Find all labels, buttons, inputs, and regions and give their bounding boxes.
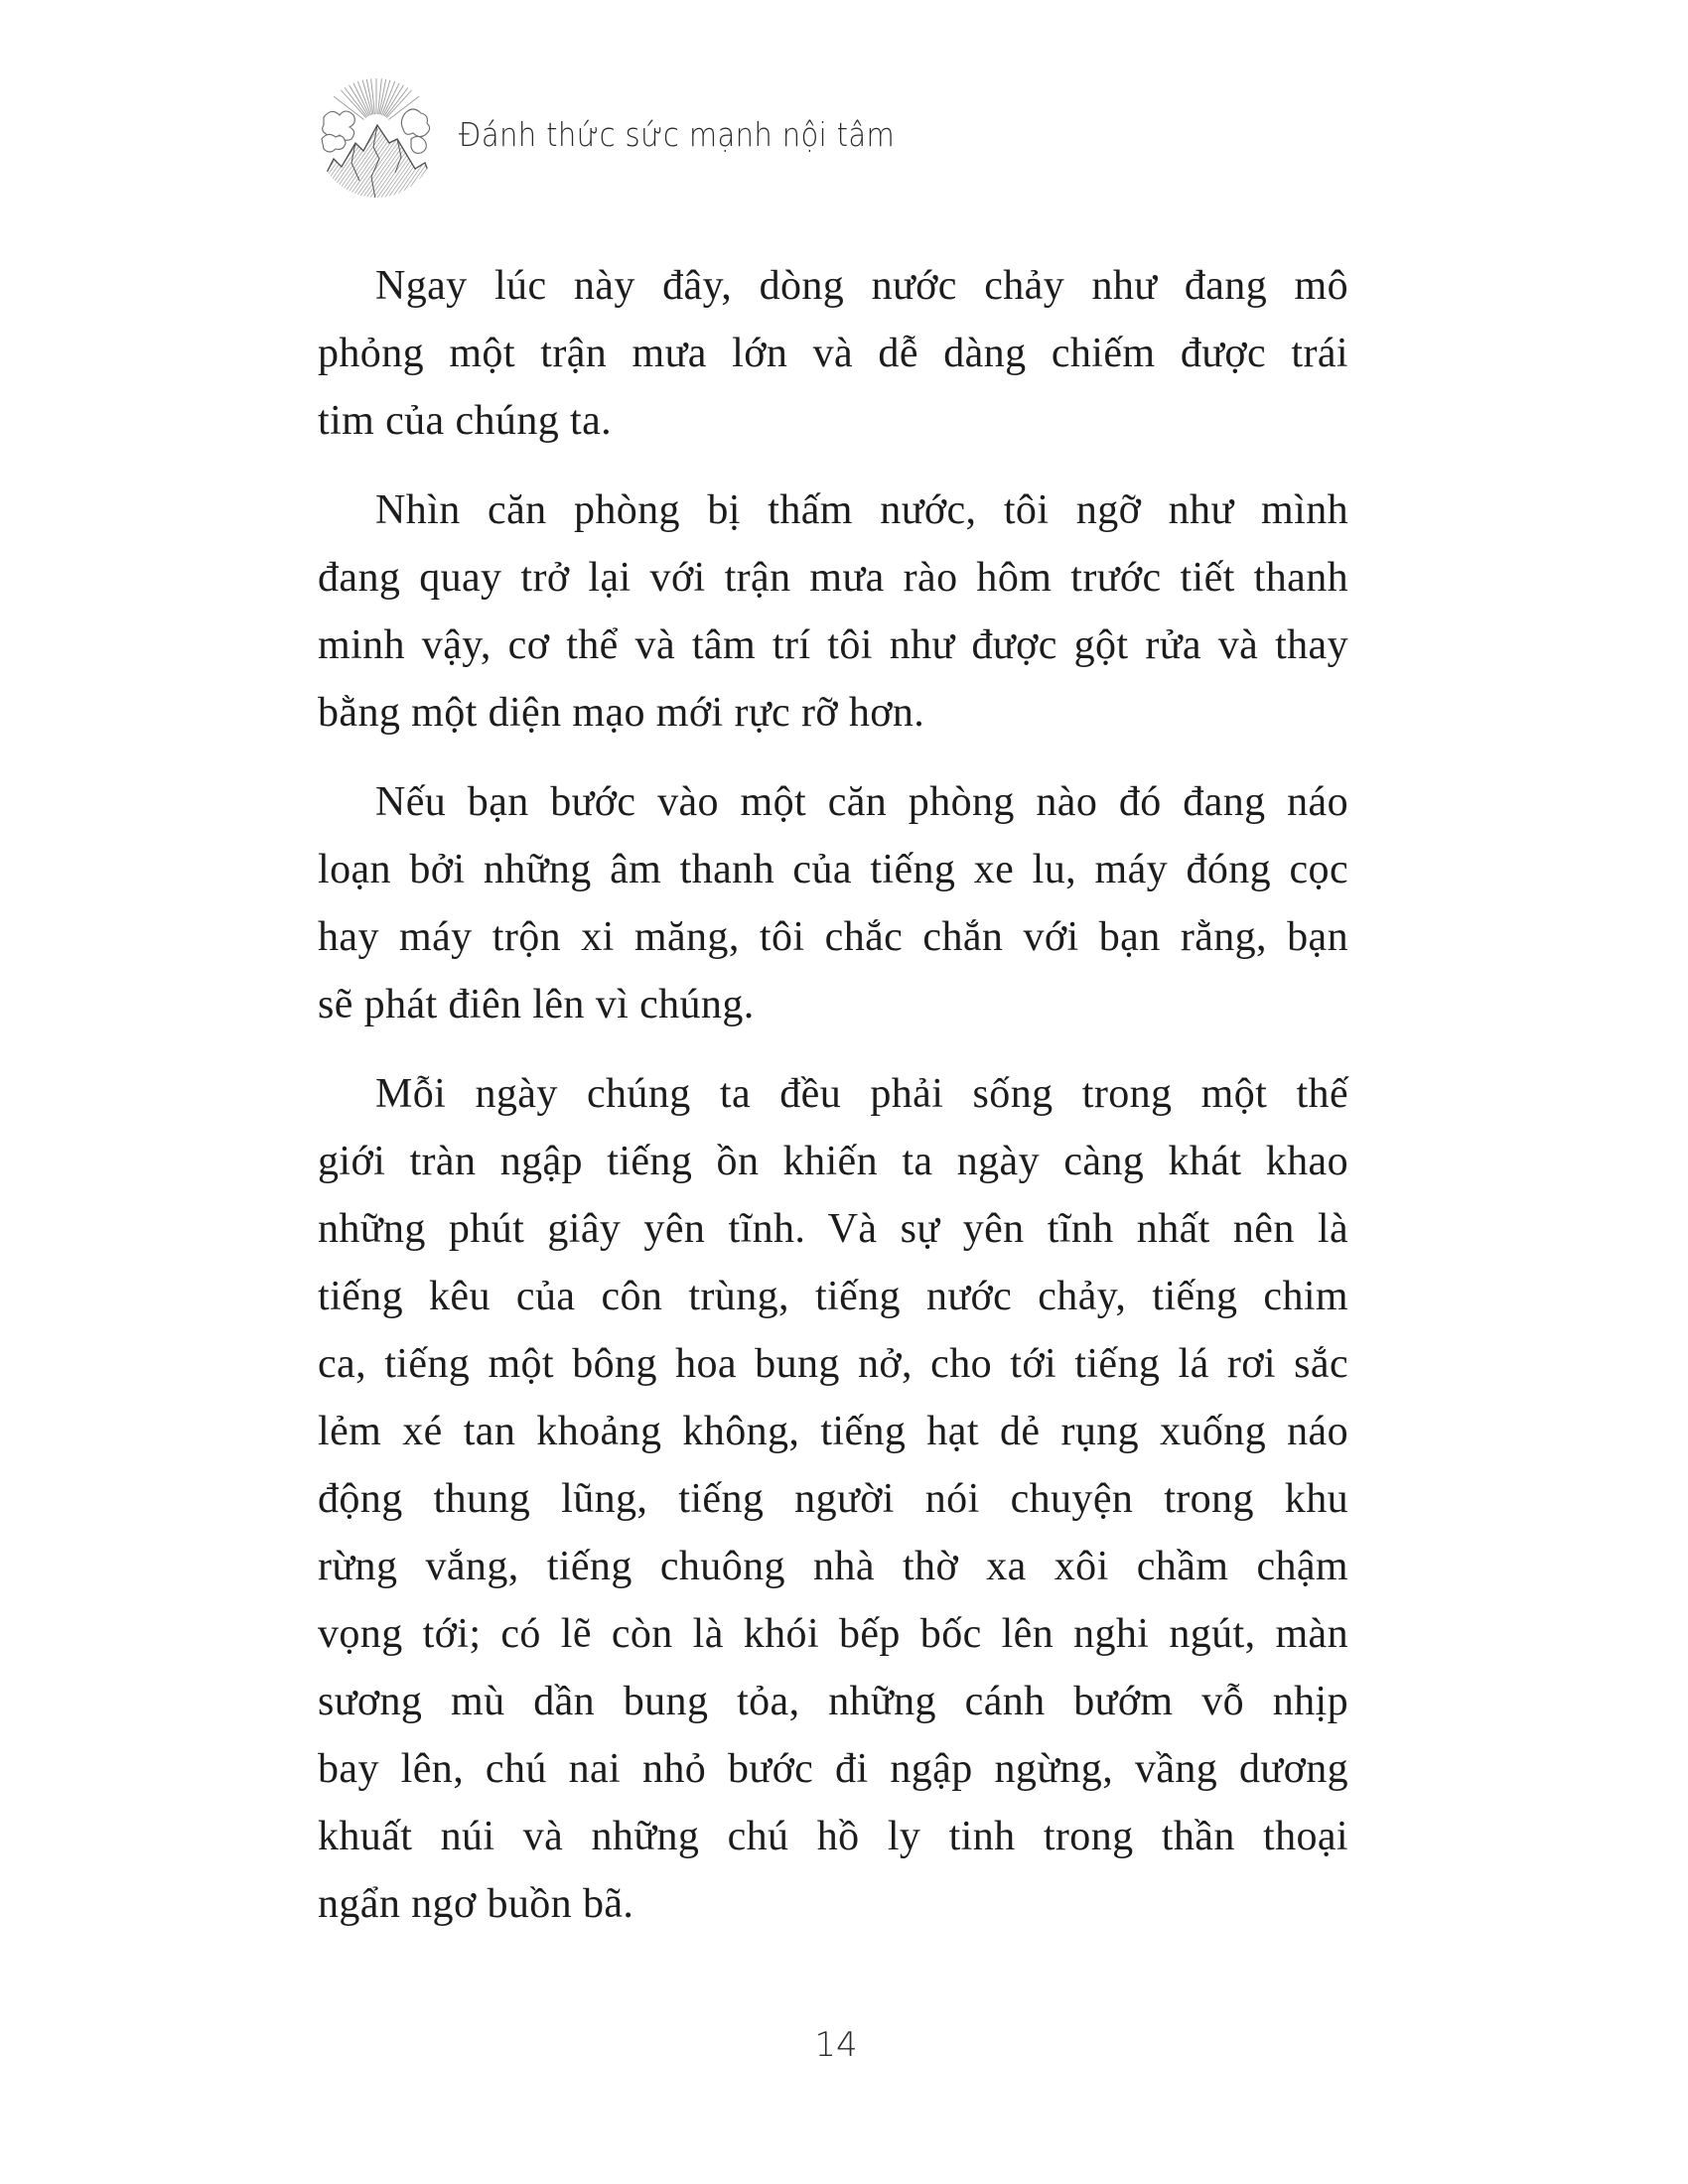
text-line: Mỗi ngày chúng ta đều phải sống trong một thế bbox=[375, 1071, 1348, 1117]
text-line: sương mù dần bung tỏa, những cánh bướm vỗ nhịp bbox=[318, 1679, 1348, 1724]
text-line: hay máy trộn xi măng, tôi chắc chắn với bạn rằng, bạn bbox=[318, 914, 1348, 960]
text-line: sẽ phát điên lên vì chúng. bbox=[318, 982, 755, 1027]
text-line: tim của chúng ta. bbox=[318, 398, 613, 444]
text-line: những phút giây yên tĩnh. Và sự yên tĩnh nhất nên là bbox=[318, 1206, 1348, 1252]
text-line: Nếu bạn bước vào một căn phòng nào đó đang náo bbox=[375, 779, 1348, 825]
text-line: minh vậy, cơ thể và tâm trí tôi như được gột rửa và thay bbox=[318, 622, 1348, 668]
text-line: khuất núi và những chú hồ ly tinh trong thần thoại bbox=[318, 1814, 1348, 1859]
text-line: giới tràn ngập tiếng ồn khiến ta ngày càng khát khao bbox=[318, 1139, 1348, 1184]
text-line: ca, tiếng một bông hoa bung nở, cho tới tiếng lá rơi sắc bbox=[318, 1341, 1348, 1387]
paragraph bbox=[318, 477, 1348, 747]
page-header bbox=[316, 77, 1011, 199]
text-line: loạn bởi những âm thanh của tiếng xe lu, máy đóng cọc bbox=[318, 847, 1348, 892]
text-line: phỏng một trận mưa lớn và dễ dàng chiếm được trái bbox=[318, 331, 1348, 376]
text-line: rừng vắng, tiếng chuông nhà thờ xa xôi chầm chậm bbox=[318, 1544, 1348, 1589]
text-line: Ngay lúc này đây, dòng nước chảy như đang mô bbox=[375, 263, 1348, 309]
running-title: Đánh thức sức mạnh nội tâm bbox=[459, 115, 896, 154]
paragraph bbox=[318, 1060, 1348, 1938]
text-line: vọng tới; có lẽ còn là khói bếp bốc lên nghi ngút, màn bbox=[318, 1611, 1348, 1657]
text-line: tiếng kêu của côn trùng, tiếng nước chảy, tiếng chim bbox=[318, 1274, 1348, 1319]
text-line: đang quay trở lại với trận mưa rào hôm trước tiết thanh bbox=[318, 555, 1348, 601]
mountain-sunrise-icon bbox=[316, 77, 437, 199]
paragraph bbox=[318, 252, 1348, 455]
text-line: bằng một diện mạo mới rực rỡ hơn. bbox=[318, 690, 925, 736]
text-line: lẻm xé tan khoảng không, tiếng hạt dẻ rụng xuống náo bbox=[318, 1409, 1348, 1454]
paragraph bbox=[318, 768, 1348, 1038]
text-line: động thung lũng, tiếng người nói chuyện trong khu bbox=[318, 1476, 1348, 1522]
page-number: 14 bbox=[814, 2025, 858, 2065]
text-line: bay lên, chú nai nhỏ bước đi ngập ngừng, vầng dương bbox=[318, 1746, 1348, 1792]
body-text bbox=[318, 252, 1348, 1960]
text-line: Nhìn căn phòng bị thấm nước, tôi ngỡ như mình bbox=[375, 487, 1348, 533]
text-line: ngẩn ngơ buồn bã. bbox=[318, 1881, 634, 1927]
